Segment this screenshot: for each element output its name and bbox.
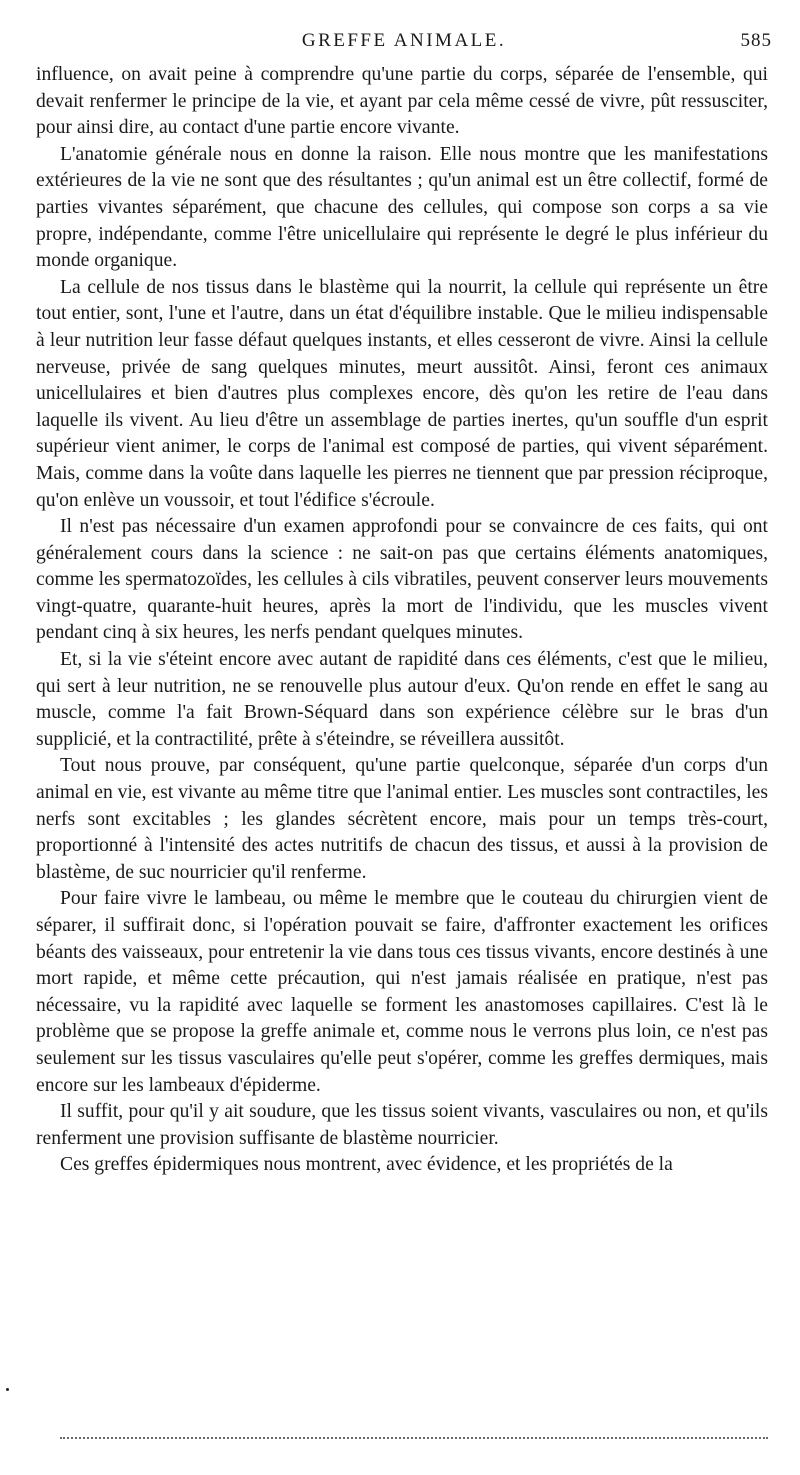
paragraph: L'anatomie générale nous en donne la raison. Elle nous montre que les manifestations extérieures de la vie ne sont que des résultantes ; qu'un animal est un être collectif, formé de parties vivantes séparément, que chacune des cellules, qui compose son corps a sa vie propre, indépendante, comme l'être unicellulaire qui représente le degré le plus inférieur du monde organique. <box>36 143 768 272</box>
paragraph: Tout nous prouve, par conséquent, qu'une partie quelconque, séparée d'un corps d'un animal en vie, est vivante au même titre que l'animal entier. Les muscles sont contractiles, les nerfs sont excitables ; les glandes sécrètent encore, mais pour un temps très-court, proportionné à l'intensité des actes nutritifs de chacun des tissus, et aussi à la provision de blastème, de suc nourricier qu'il renferme. <box>36 755 768 883</box>
dotted-bottom-rule <box>60 1437 768 1439</box>
running-header <box>36 30 772 56</box>
paragraph: Et, si la vie s'éteint encore avec autant de rapidité dans ces éléments, c'est que le milieu, qui sert à leur nutrition, ne se renouvelle plus autour d'eux. Qu'on rende en effet le sang au muscle, comme l'a fait Brown-Séquard dans son expérience célèbre sur le bras d'un supplicié, et la contractilité, prête à s'éteindre, se réveillera aussitôt. <box>36 649 768 750</box>
paragraph: Pour faire vivre le lambeau, ou même le membre que le couteau du chirurgien vient de séparer, il suffirait donc, si l'opération pouvait se faire, d'affronter exactement les orifices béants des vaisseaux, pour entretenir la vie dans tous ces tissus vivants, encore destinés à une mort rapide, et même cette précaution, qui n'est jamais réalisée en pratique, n'est pas nécessaire, vu la rapidité avec laquelle se forment les anastomoses capillaires. C'est là le problème que se propose la greffe animale et, comme nous le verrons plus loin, ce n'est pas seulement sur les tissus vasculaires qu'elle peut s'opérer, comme les greffes dermiques, mais encore sur les lambeaux d'épiderme. <box>36 888 768 1096</box>
paragraph: Il n'est pas nécessaire d'un examen approfondi pour se convaincre de ces faits, qui ont généralement cours dans la science : ne sait-on pas que certains éléments anatomiques, comme les spermatozoïdes, les cellules à cils vibratiles, peuvent conserver leurs mouvements vingt-quatre, quarante-huit heures, après la mort de l'individu, que les muscles vivent pendant cinq à six heures, les nerfs pendant quelques minutes. <box>36 516 768 644</box>
paragraph: La cellule de nos tissus dans le blastème qui la nourrit, la cellule qui représente un être tout entier, sont, l'une et l'autre, dans un état d'équilibre instable. Que le milieu indispensable à leur nutrition leur fasse défaut quelques instants, et elles cesseront de vivre. Ainsi la cellule nerveuse, privée de sang quelques minutes, meurt aussitôt. Ainsi, feront ces animaux unicellulaires et bien d'autres plus complexes encore, dès qu'on les retire de l'eau dans laquelle ils vivent. Au lieu d'être un assemblage de parties inertes, qu'un souffle d'un esprit supérieur vient animer, le corps de l'animal est composé de parties, qui vivent séparément. Mais, comme dans la voûte dans laquelle les pierres ne tiennent que par pression réciproque, qu'on enlève un voussoir, et tout l'édifice s'écroule. <box>36 276 768 511</box>
paragraph-continued: influence, on avait peine à comprendre qu'une partie du corps, séparée de l'ensemble, qui devait renfermer le principe de la vie, et ayant par cela même cessé de vivre, pût ressusciter, pour ainsi dire, au contact d'une partie encore vivante. <box>36 64 768 139</box>
page-number: 585 <box>740 30 772 51</box>
paragraph: Il suffit, pour qu'il y ait soudure, que les tissus soient vivants, vasculaires ou non, et qu'ils renferment une provision suffisante de blastème nourricier. <box>36 1101 768 1149</box>
body-text <box>36 62 768 1179</box>
stray-ink-mark <box>6 1388 9 1391</box>
running-title: GREFFE ANIMALE. <box>301 30 507 51</box>
paragraph-continues: Ces greffes épidermiques nous montrent, avec évidence, et les propriétés de la <box>60 1154 673 1176</box>
